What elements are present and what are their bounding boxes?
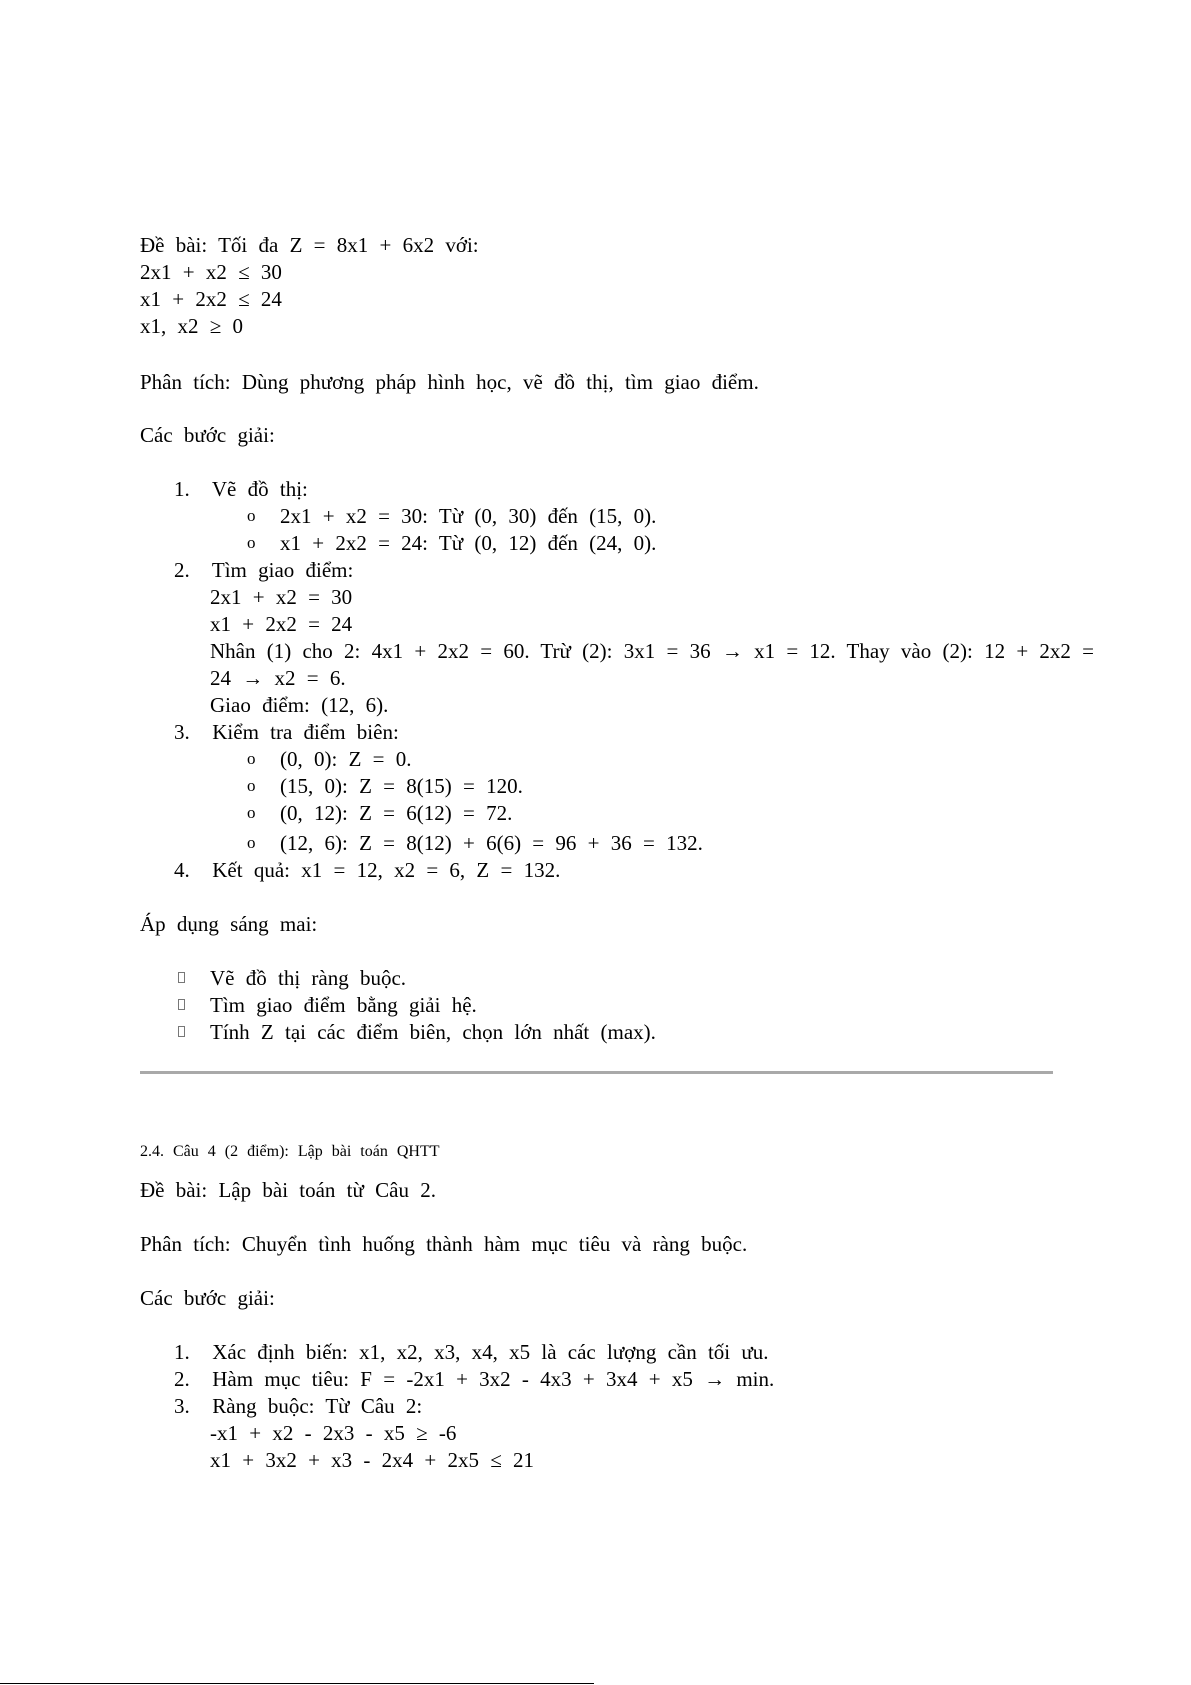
constraint-line: x1, x2 ≥ 0: [140, 314, 244, 338]
solution-text: 24 → x2 = 6.: [210, 666, 346, 690]
step-2: 2. Tìm giao điểm:: [174, 558, 354, 582]
equation-line: 2x1 + x2 = 30: [210, 585, 353, 609]
sub-item: (0, 0): Z = 0.: [280, 747, 412, 771]
sub-item: 2x1 + x2 = 30: Từ (0, 30) đến (15, 0).: [280, 504, 657, 528]
sub-bullet: o: [247, 506, 256, 525]
sub-bullet: o: [247, 776, 256, 795]
analysis-text: Phân tích: Chuyển tình huống thành hàm mục tiêu và ràng buộc.: [140, 1232, 748, 1256]
analysis-text: Phân tích: Dùng phương pháp hình học, vẽ đồ thị, tìm giao điểm.: [140, 370, 759, 394]
step-2: 2. Hàm mục tiêu: F = -2x1 + 3x2 - 4x3 + 3x4 + x5 → min.: [174, 1367, 775, 1391]
footnote-separator: [0, 1683, 594, 1684]
constraint-line: -x1 + x2 - 2x3 - x5 ≥ -6: [210, 1421, 457, 1445]
application-heading: Áp dụng sáng mai:: [140, 912, 318, 936]
horizontal-rule: [140, 1071, 1053, 1074]
section-heading: 2.4. Câu 4 (2 điểm): Lập bài toán QHTT: [140, 1143, 440, 1160]
constraint-line: x1 + 2x2 ≤ 24: [140, 287, 282, 311]
constraint-line: 2x1 + x2 ≤ 30: [140, 260, 282, 284]
constraint-line: x1 + 3x2 + x3 - 2x4 + 2x5 ≤ 21: [210, 1448, 535, 1472]
step-1: 1. Xác định biến: x1, x2, x3, x4, x5 là các lượng cần tối ưu.: [174, 1340, 769, 1364]
sub-item: (0, 12): Z = 6(12) = 72.: [280, 801, 513, 825]
application-item: Tìm giao điểm bằng giải hệ.: [210, 993, 477, 1017]
sub-bullet: o: [247, 749, 256, 768]
step-1: 1. Vẽ đồ thị:: [174, 477, 308, 501]
steps-heading: Các bước giải:: [140, 1286, 275, 1310]
bullet-box-icon: [178, 1026, 185, 1037]
steps-heading: Các bước giải:: [140, 423, 275, 447]
application-item: Tính Z tại các điểm biên, chọn lớn nhất (max).: [210, 1020, 656, 1044]
sub-item: x1 + 2x2 = 24: Từ (0, 12) đến (24, 0).: [280, 531, 657, 555]
sub-bullet: o: [247, 533, 256, 552]
step-3: 3. Ràng buộc: Từ Câu 2:: [174, 1394, 423, 1418]
bullet-box-icon: [178, 999, 185, 1010]
sub-bullet: o: [247, 803, 256, 822]
sub-item: (15, 0): Z = 8(15) = 120.: [280, 774, 523, 798]
problem-statement: Đề bài: Lập bài toán từ Câu 2.: [140, 1178, 436, 1202]
sub-bullet: o: [247, 833, 256, 852]
step-3: 3. Kiểm tra điểm biên:: [174, 720, 399, 744]
problem-statement: Đề bài: Tối đa Z = 8x1 + 6x2 với:: [140, 233, 479, 257]
step-4: 4. Kết quả: x1 = 12, x2 = 6, Z = 132.: [174, 858, 561, 882]
bullet-box-icon: [178, 972, 185, 983]
solution-text: Nhân (1) cho 2: 4x1 + 2x2 = 60. Trừ (2): 3x1 = 36 → x1 = 12. Thay vào (2): 12 + 2x2 =: [210, 639, 1095, 663]
application-item: Vẽ đồ thị ràng buộc.: [210, 966, 407, 990]
equation-line: x1 + 2x2 = 24: [210, 612, 353, 636]
intersection-point: Giao điểm: (12, 6).: [210, 693, 389, 717]
sub-item: (12, 6): Z = 8(12) + 6(6) = 96 + 36 = 132.: [280, 831, 703, 855]
